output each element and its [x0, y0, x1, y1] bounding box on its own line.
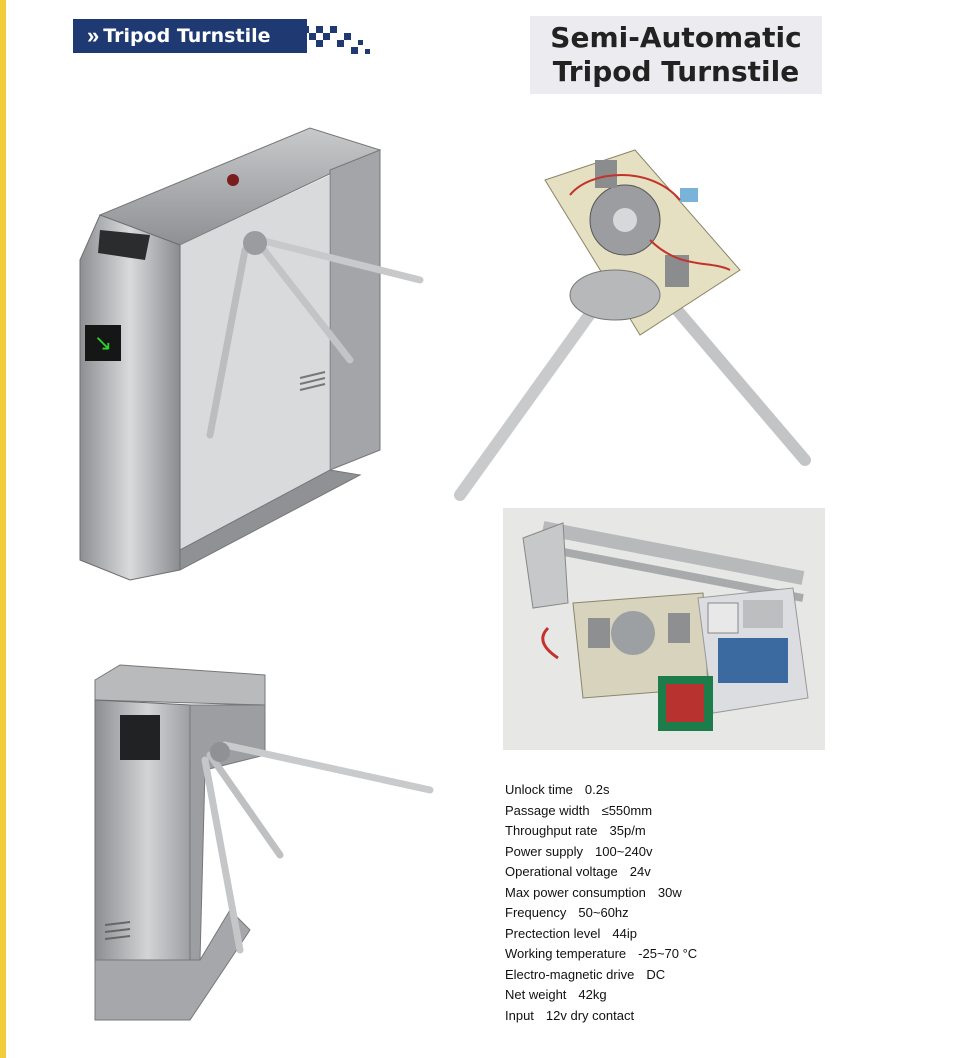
spec-row-frequency: Frequency 50~60hz: [505, 905, 629, 920]
spec-row-power-supply: Power supply 100~240v: [505, 843, 653, 859]
spec-row-passage-width: Passage width ≤550mm: [505, 802, 653, 818]
title-line-1: Semi-Automatic: [550, 21, 802, 54]
section-banner: [73, 19, 307, 53]
title-line-2: Tripod Turnstile: [552, 55, 800, 88]
spec-row-unlock-time: Unlock time 0.2s: [505, 782, 610, 797]
spec-row-working-temperature: Working temperature -25~70 °C: [505, 946, 698, 961]
banner-label: Tripod Turnstile: [103, 25, 271, 47]
spec-row-net-weight: Net weight 42kg: [505, 987, 607, 1002]
double-chevron-icon: »: [87, 23, 96, 48]
page-title: [530, 16, 822, 94]
spec-row-max-power: Max power consumption 30w: [505, 884, 682, 900]
spec-list: [505, 780, 697, 1026]
spec-row-throughput-rate: Throughput rate 35p/m: [505, 823, 646, 838]
checker-pattern-icon: [302, 22, 372, 54]
left-edge-stripe: [0, 0, 6, 1058]
spec-row-drive: Electro-magnetic drive DC: [505, 966, 666, 982]
bridge-turnstile-image: [70, 120, 430, 590]
pedestal-turnstile-image: [80, 660, 440, 1040]
svg-text:↘: ↘: [93, 331, 113, 356]
tripod-mechanism-image: [450, 140, 830, 510]
internals-photo-content: [503, 508, 825, 750]
spec-row-operational-voltage: Operational voltage 24v: [505, 864, 651, 879]
spec-row-protection-level: Prectection level 44ip: [505, 925, 637, 941]
spec-row-input: Input 12v dry contact: [505, 1007, 635, 1023]
